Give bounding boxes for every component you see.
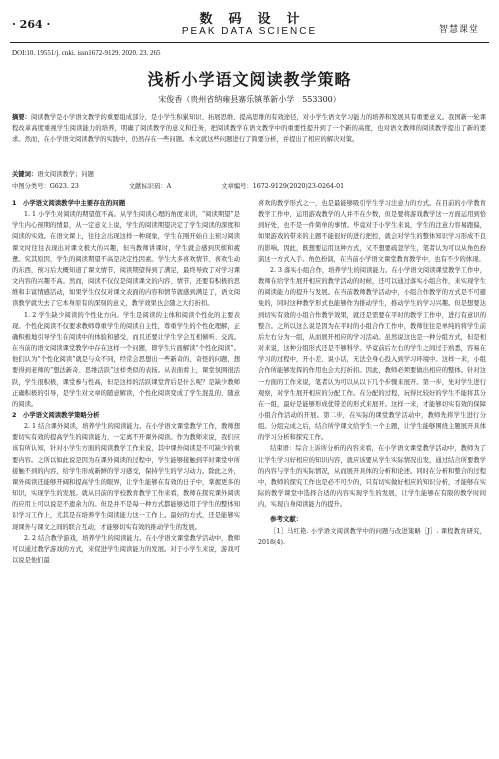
conclusion-paragraph: 结束语：综合上诉所分析的内容来看，在小学语文课堂教学活动中，教师为了让学生学习好相应的知识内容，就应该要从学生实际情况出发，通过结合所要教学的内容与学生的实际情况，从而展开具体的分析和论述。同时在分析和整合的过程中，教师的探究工作也是必不可少的，只有切实做好相应的知识分析，才能够在实际的教学课堂中选择合适的内容实现学生的发展，让学生能够在有限的教学时间内，实现自身阅读能力的提升。 bbox=[258, 445, 486, 509]
keywords-text: 语文阅读教学；问题 bbox=[37, 171, 94, 178]
abstract-label: 摘要： bbox=[12, 114, 31, 121]
document-code: 文献标识码：A bbox=[128, 183, 172, 190]
right-column bbox=[258, 198, 486, 548]
header-rule bbox=[10, 42, 489, 43]
article-title: 浅析小学语文阅读教学策略 bbox=[147, 70, 352, 89]
clc-number: 中图分类号：G623. 23 bbox=[12, 183, 79, 190]
section-heading: 1 小学语文阅读教学中主要存在的问题 bbox=[12, 199, 126, 207]
paragraph: 2. 2 结合教学游戏，培养学生的阅读能力。在小学语文课堂教学活动中，教师可以通过教学游戏的方式，来促进学生阅读能力的发展。对于小学生来说，游戏可以说是他们最 bbox=[12, 534, 240, 564]
paragraph: 喜欢的教学形式之一，也是最能够吸引学生学习注意力的方式。在目前的小学教育教学工作中，运用游戏教学的人并不在少数，但是要将游戏教学这一方面运用到恰到好处，也不是一件简单的事情。毕竟对于小学生来说，学生的注意力容易跑偏，如果游戏的带来的主题不能很好的进行把控，就会对学生的整体知识学习形成不良的影响。因此，既想要运用这种方式，又不想要疏忽学生，笔者认为可以从角色扮演这一方式入手。角色扮演，在当前小学语文课堂教育教学中，也有不少的体现。 bbox=[258, 200, 486, 263]
keywords-label: 关键词： bbox=[12, 171, 38, 178]
doi: DOI:10. 19551/j. cnki. issn1672-9129. 2020. 23. 265 bbox=[12, 49, 161, 57]
section-heading: 2 小学语文阅读教学策略分析 bbox=[12, 410, 100, 419]
left-column bbox=[12, 198, 240, 566]
abstract bbox=[12, 112, 486, 146]
article-number: 文章编号：1672-9129(2020)23-0264-01 bbox=[221, 183, 345, 190]
column-tag: 智慧课堂 bbox=[438, 25, 479, 35]
page-header bbox=[0, 0, 499, 44]
paragraph: 1. 2 学生缺少阅读的个性化方向。学生是阅读的主体和阅读个性化的主要表现。个性化阅读不仅要求教师尊重学生的阅读自主性，尊重学生的个性化理解，正确积极地引导学生在阅读中的体验和感受，而且还要让学生学会互相倾听、交流。在当前的语文阅读课堂教学中存在这样一个问题，即学生片面解读“个性化阅读”。他们认为“个性化阅读”就是与众不同，经常会思想出一些新奇的、奇怪的问题，想要得到老师的“想法新奇、思维活跃”这样类似的表扬。从表面看上，课堂氛围很活跃，学生很积极，课堂参与性高，但是这样的活跃课堂背后是什么呢？是缺少教师正确积极的引导，是学生对文章的随意解读，个性化阅读变成了学生混乱的、随意的阅读。 bbox=[12, 311, 240, 408]
abstract-text: 阅读教学是小学语文教学的重要组成部分，是小学生积累知识、拓展思维、提高思维的有效途径，对小学生语文学习能力的培养和发展具有重要意义。我国新一轮课程改革高度重视学生阅读能力的培养，明确了阅读教学的意义和任务，把阅读教学在语文教学中的重要性提升到了一个新的高度，也对语文教师的阅读教学提出了新的要求。然而，在小学语文阅读教学的实践中，仍然存在一些问题。本文就这些问题进行了简要分析，并提出了相应的解决对策。 bbox=[12, 114, 487, 144]
journal-title-en: PEAK DATA SCIENCE bbox=[181, 26, 318, 37]
reference-item: ［1］马红艳. 小学语文阅读教学中的问题与改进策略［J］. 课程教育研究，2018(4). bbox=[258, 527, 486, 546]
journal-title-cn: 数码设计 bbox=[199, 12, 316, 27]
classification-line bbox=[12, 181, 486, 190]
keywords bbox=[12, 169, 94, 178]
paragraph: 2. 3 落实小组合作，培养学生的阅读能力。在小学语文阅读课堂教学工作中，教师在给学生展开相应的教学活动的时候，还可以通过落实小组合作，来实现学生的阅读能力的提升与发展。在当前教师教学活动中，小组合作教学的方式是不可避免的，同时这种教学形式也能够作为推动学生，推动学生的学习兴趣。但是想要达到切实有效的小组合作教学效果，就还是需要在平时的教学工作中，进行有意识的整合。之所以这么说是因为在平时的小组合作工作中，教师往往是单纯的将学生前后左右分为一组，从而展开相应的学习活动。虽然说这也是一种分组方式，但是相对来说，这种分组形式还是不够科学。毕竟前后左右的学生之间过于熟悉，容易在学习的过程中，开小差、说小话，无法全身心投入到学习环境中。这样一来，小组合作所能够发挥的作用也会大打折扣。因此，教师必须要做出相应的整体。针对这一方面的工作来说，笔者认为可以从以下几个步骤来展开。第一步，先对学生进行观察，对学生展开相应的分配工作。在分配的过程，玩得比较好的学生不能将其分在一组，最好是能够形成优带差的形式来展开。这样一来，才能够切实有效的保障小组合作活动的开展。第二步，在实际的课堂教学活动中，教师先将学生进行分组。分组完成之后，结合所学课文给学生一个主题，让学生能够围绕主题展开具体的学习分析和探究工作。 bbox=[258, 266, 486, 442]
page-number: · 264 · bbox=[12, 18, 51, 31]
references-heading: 参考文献： bbox=[270, 515, 303, 524]
author-line: 宋俊香（贵州省纳雍县寨乐镇革新小学 553300） bbox=[158, 95, 341, 104]
paragraph: 1. 1 小学生对阅读的期望值不高。从学生阅读心理的角度来讲，“阅读期望”是学生内心预期的情景，从一定意义上说，学生的阅读期望决定了学生阅读的深度和阅读的实效。在语文课上，往往会出现这样一种现象，学生在刚开始自主预习阅读课文时往往表现出对课文极大的兴趣，但当教师讲课时，学生就会感到厌烦和疲惫。究其原因，学生的阅读期望不高是决定性因素。学生大多喜欢情节、喜欢生动的东西，预习后大概知道了课文情节，阅读期望得到了满足，最终导致了对学习课文内容的兴趣不高。然而，阅读不仅仅是阅读课文的内容、情节，还要有积极的思维和丰富情感活动，如果学生仅仅对课文表面的内容和情节就感到满足了，语文阅读教学就失去了它本身原有的深刻的意义，教学效果也会随之大打折扣。 bbox=[12, 211, 240, 308]
paragraph: 2. 1 结合课外阅读，培养学生的阅读能力。在小学语文课堂教学工作，教师想要切实有效的提高学生的阅读能力，一定离不开课外阅读。作为教师来说，我们应该有所认知，针对小学生方面的阅读教学工作来说，其中课外阅读是不可缺少的重要内容。之所以如此说是因为在课外阅读的过程中，学生能够接触到平时课堂中所接触不到的内容，给学生形成新鲜的学习感受，保持学生的学习动力。除此之外，课外阅读还能够开阔和提高学生的眼界，让学生能够在有效的日子中，掌握更多的知识，实现学生的发展。就从目前的学校教育教学工作来看，教师在探究课外阅读的应用上可以说是不遗余力的。但是并不是每一种方式都能够适用于学生的整体知识学习工作上，尤其是在培养学生阅读能力这一工作上。最好的方式，还是能够实现课外与课文之间的联合互动，才能够切实有效的推动学生的发展。 bbox=[12, 423, 240, 531]
